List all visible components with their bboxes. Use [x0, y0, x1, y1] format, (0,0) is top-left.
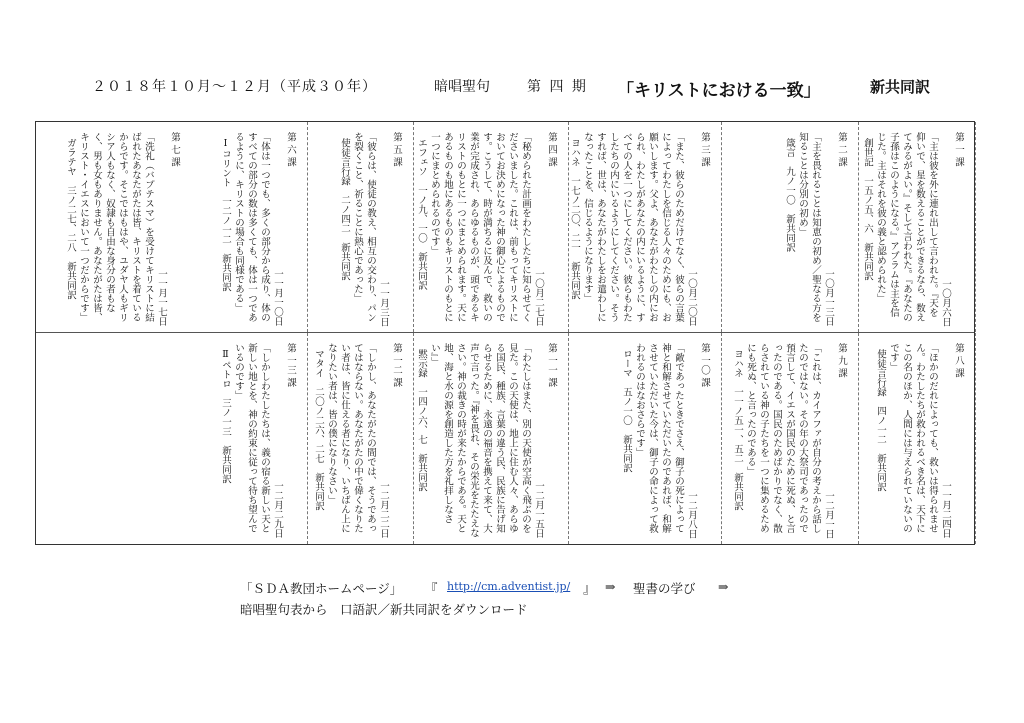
lesson-label: 第 一〇 課 [699, 343, 710, 388]
lesson-cell-2 [722, 122, 859, 332]
verse-text: 「しかしわたしたちは、義の宿る新しい天と新しい地とを、神の約束に従って待ち望んでいるのです」 [233, 343, 270, 533]
verse-text: 「秘められた計画をわたしたちに知らせてくださいました。これは、前もってキリストにおいてお決めになった神の御心によるものです。こうして、時が満ちるに及んで、救いの業が完成され、あらゆるものが、頭であるキリストのもとに一つにまとめられます。天にあるものも地にあるものもキリストのもとに一つにまとめられるのです」 [429, 132, 531, 322]
verse-reference: 創世記 一五ノ五、六 新共同訳 [862, 138, 873, 281]
lesson-date: 一二月一日 [823, 490, 834, 538]
lesson-cell-4 [414, 122, 569, 332]
verse-reference: エフェソ 一ノ九、一〇 新共同訳 [416, 138, 427, 290]
lesson-date: 一一月一〇日 [272, 269, 283, 326]
lesson-date: 一〇月二七日 [533, 269, 544, 326]
verse-reference: 箴言 九ノ一〇 新共同訳 [784, 138, 795, 252]
verse-text: 「彼らは、使徒の教え、相互の交わり、パンを裂くこと、祈ることに熱心であった」 [352, 132, 376, 322]
site-name: 「ＳＤＡ教団ホームページ」 [240, 581, 403, 596]
verse-text: 「主を畏れることは知恵の初め／聖なる方を知ることは分別の初め」 [797, 132, 821, 322]
lesson-cell-7 [36, 122, 191, 332]
verse-reference: 使徒言行録 二ノ四二 新共同訳 [339, 138, 350, 281]
verse-text: 「これは、カイアファが自分の考えから話したのではない。その年の大祭司であったので預言して、イエスが国民のために死ぬ、と言ったのである。国民のためばかりでなく、散らされている神の子たちを一つに集めるためにも死ぬ、と言ったのである」 [745, 343, 821, 533]
lesson-label: 第 四 課 [546, 132, 557, 167]
verse-text: 「主は彼を外に連れ出して言われた。『天を仰いで、星を数えることができるなら、数えてみるがよい。』そして言われた。『あなたの子孫はこのようになる。』アブラムは主を信じた。主はそれを彼の義と認められた」 [875, 132, 938, 322]
verse-reference: 使徒言行録 四ノ一二 新共同訳 [875, 349, 886, 492]
verse-text: 「洗礼（バプテスマ）を受けてキリストに結ばれたあなたがたは皆、キリストを着ているからです。そこではもはや、ユダヤ人もギリシア人もなく、奴隷も自由な身分の者もなく、男も女もありません。あなたがたは皆、キリスト・イエスにおいて一つだからです」 [78, 132, 154, 322]
url-open-bracket: 『 [425, 581, 438, 596]
url-close-bracket: 』 [583, 581, 596, 596]
quarter-theme: 「キリストにおける一致」 [617, 81, 821, 101]
verse-text: 「わたしはまた、別の天使が空高く飛ぶのを見た。この天使は、地上に住む人々、あらゆる国民、種族、言葉の違う民、民族に告げ知らせるために、永遠の福音を携えて来て、大声で言った。『神を畏れ、その栄光をたたえなさい。神の裁きの時が来たからである。天と地、海と水の源を創造した方を礼拝しなさい』」 [429, 343, 531, 538]
verse-text: 「敵であったときでさえ、御子の死によって神と和解させていただいたのであれば、和解させていただいた今は、御子の命によって救われるのはなおさらです」 [634, 343, 684, 533]
lesson-label: 第 一三 課 [285, 343, 296, 388]
lesson-label: 第 九 課 [836, 343, 847, 378]
lesson-label: 第 一 課 [953, 132, 964, 167]
lesson-cell-13 [191, 333, 308, 544]
lesson-date: 一二月二二日 [378, 481, 389, 538]
quarter-period: ２０１８年１０月～１２月（平成３０年） [92, 79, 377, 95]
lesson-date: 一二月一五日 [533, 481, 544, 538]
verse-table [35, 121, 975, 545]
verse-reference: Ⅱペトロ 三ノ一三 新共同訳 [220, 349, 231, 484]
lesson-label: 第 一一 課 [546, 343, 557, 388]
lesson-date: 一二月八日 [686, 490, 697, 538]
verse-reference: ガラテヤ 三ノ二七、二八 新共同訳 [65, 138, 76, 300]
lesson-date: 一〇月二〇日 [686, 269, 697, 326]
lesson-label: 第 五 課 [391, 132, 402, 167]
nav-step-label: 聖書の学び [633, 581, 696, 596]
lesson-label: 第 七 課 [169, 132, 180, 167]
lesson-date: 一〇月六日 [940, 278, 951, 326]
lesson-cell-5 [308, 122, 414, 332]
lesson-cell-6 [191, 122, 308, 332]
verse-reference: Ⅰコリント 一二ノ一二 新共同訳 [220, 138, 231, 292]
lesson-cell-10 [569, 333, 722, 544]
bible-version: 新共同訳 [870, 78, 931, 96]
lesson-label: 第 三 課 [699, 132, 710, 167]
lesson-label: 第 八 課 [953, 343, 964, 378]
page-title: 暗唱聖句 [434, 79, 490, 95]
verse-reference: マタイ 二〇ノ二六、二七 新共同訳 [313, 349, 324, 511]
verse-reference: 黙示録 一四ノ六、七 新共同訳 [416, 349, 427, 492]
arrow-icon: ⇒ [605, 579, 616, 594]
lesson-date: 一一月二四日 [940, 481, 951, 538]
lesson-cell-11 [414, 333, 569, 544]
verse-text: 「ほかのだれによっても、救いは得られません。わたしたちが救われるべき名は、天下にこの名のほか、人間には与えられていないのです」 [888, 343, 938, 533]
lesson-label: 第 二 課 [836, 132, 847, 167]
verse-text: 「また、彼らのためだけでなく、彼らの言葉によってわたしを信じる人々のためにも、お願いします。父よ、あなたがわたしの内におられ、わたしがあなたの内にいるように、すべての人を一つにしてください。彼らもわたしたちの内にいるようにしてください。そうすれば、世は、あなたがわたしをお遣わしになったことを、信じるようになります」 [582, 132, 684, 322]
lesson-cell-1 [859, 122, 976, 332]
site-url-link[interactable]: http://cm.adventist.jp/ [447, 580, 571, 593]
download-note: 暗唱聖句表から 口語訳／新共同訳をダウンロード [240, 602, 528, 617]
verse-reference: ヨハネ 一七ノ二〇、二一 新共同訳 [569, 138, 580, 300]
quarter-label: 第 四 期 [527, 79, 588, 95]
footer-line-1 [0, 579, 1024, 597]
lesson-cell-9 [722, 333, 859, 544]
verse-reference: ローマ 五ノ一〇 新共同訳 [621, 349, 632, 473]
verse-text: 「しかし、あなたがたの間では、そうであってはならない。あなたがたの中で偉くなりたい者は、皆に仕える者になり、いちばん上になりたい者は、皆の僕になりなさい」 [326, 343, 376, 533]
lesson-date: 一二月二九日 [272, 481, 283, 538]
page-header [0, 76, 1024, 100]
lesson-date: 一一月三日 [378, 278, 389, 326]
lesson-date: 一〇月一三日 [823, 269, 834, 326]
lesson-cell-3 [569, 122, 722, 332]
lesson-date: 一一月一七日 [156, 269, 167, 326]
lesson-label: 第 六 課 [285, 132, 296, 167]
verse-reference: ヨハネ 一一ノ五一、五二 新共同訳 [732, 349, 743, 511]
verse-text: 「体は一つでも、多くの部分から成り、体のすべての部分の数は多くても、体は一つであるように、キリストの場合も同様である」 [233, 132, 270, 322]
empty-cell [36, 333, 191, 544]
lesson-label: 第 一二 課 [391, 343, 402, 388]
lesson-cell-12 [308, 333, 414, 544]
lesson-cell-8 [859, 333, 976, 544]
arrow-icon: ⇒ [718, 579, 729, 594]
